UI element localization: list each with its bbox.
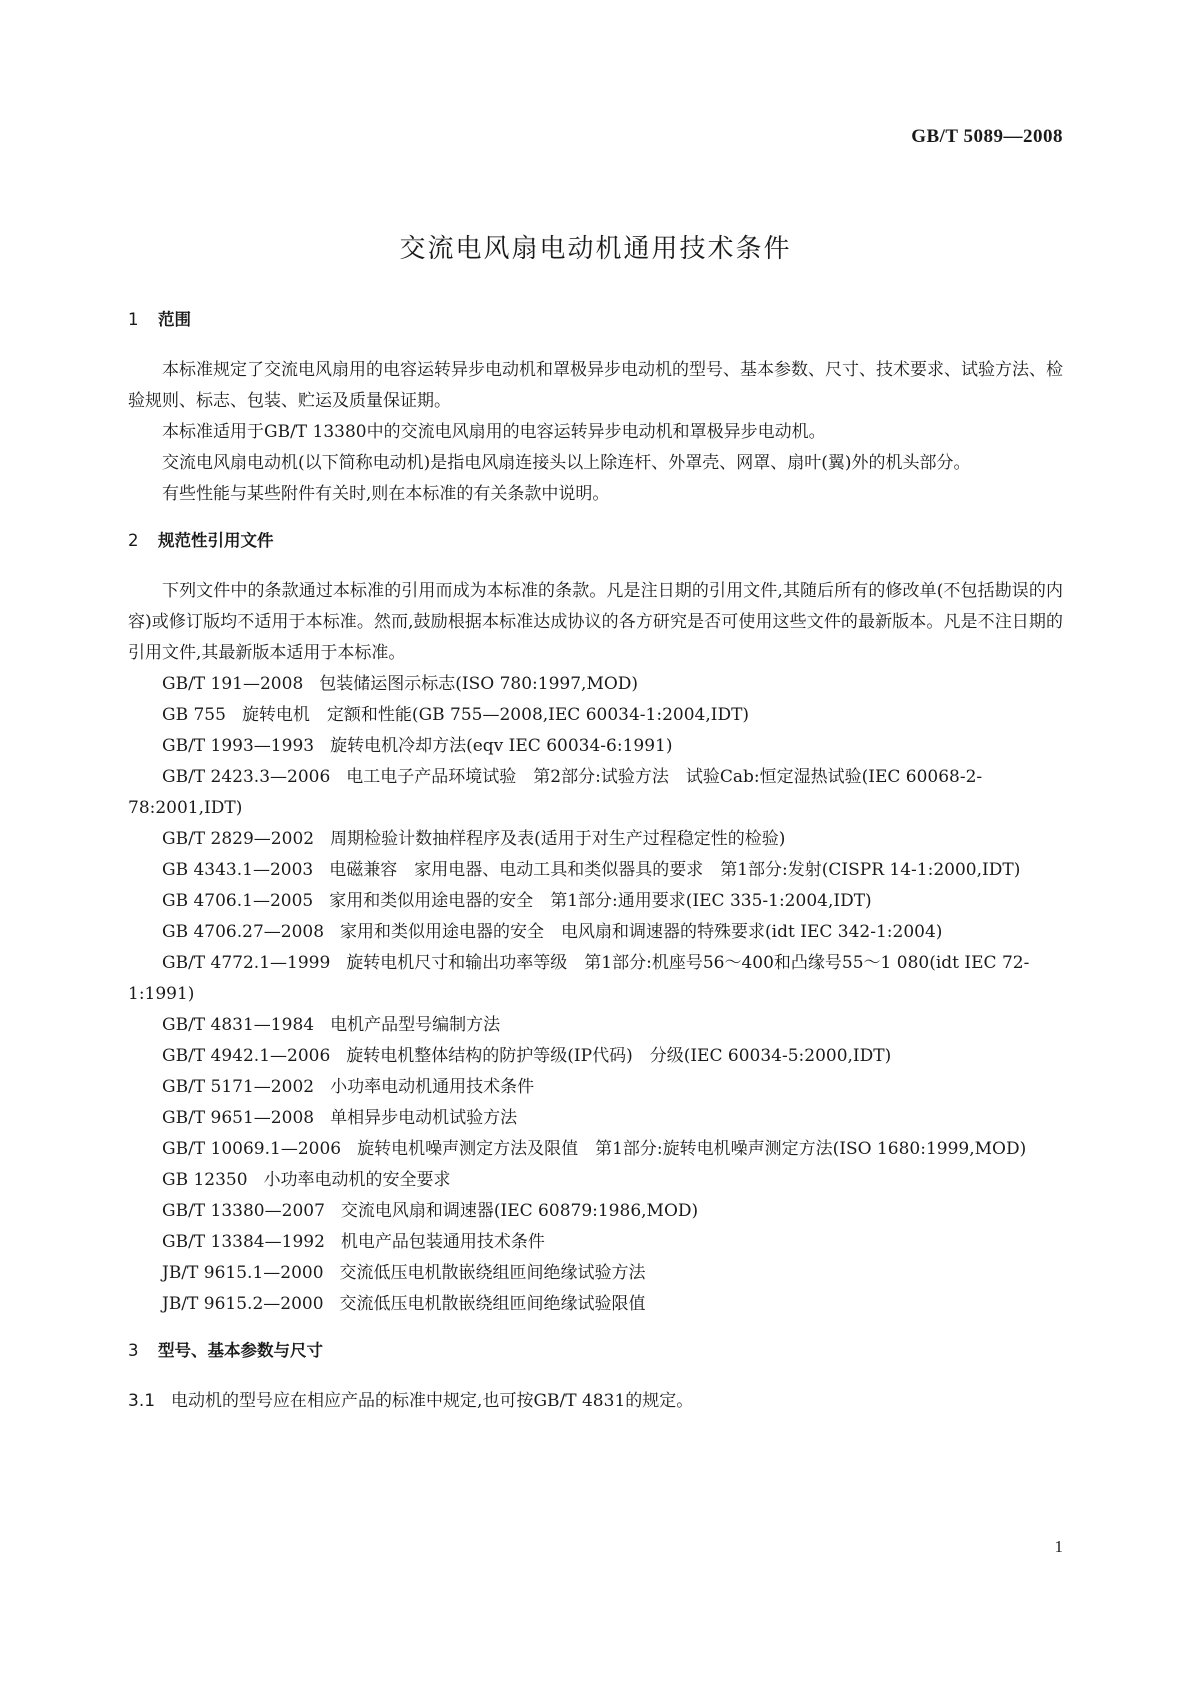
reference-title: 交流低压电机散嵌绕组匝间绝缘试验方法 xyxy=(339,1263,646,1283)
reference-item xyxy=(128,1196,1063,1227)
reference-code: GB 12350 xyxy=(162,1170,248,1190)
reference-item xyxy=(128,1072,1063,1103)
reference-code: GB/T 10069.1—2006 xyxy=(162,1139,342,1159)
reference-code: GB/T 4831—1984 xyxy=(162,1015,315,1035)
reference-title: 电机产品型号编制方法 xyxy=(330,1015,501,1035)
page-number: 1 xyxy=(1054,1537,1063,1556)
reference-code: GB/T 4772.1—1999 xyxy=(162,953,331,973)
reference-item xyxy=(128,1041,1063,1072)
reference-title: 旋转电机 定额和性能(GB 755—2008,IEC 60034-1:2004,IDT) xyxy=(241,705,750,725)
reference-code: GB 4706.1—2005 xyxy=(162,891,314,911)
reference-item xyxy=(128,669,1063,700)
section-title: 规范性引用文件 xyxy=(158,531,274,550)
reference-title: 电工电子产品环境试验 第2部分:试验方法 试验Cab:恒定湿热试验(IEC 60068-2-78:2001,IDT) xyxy=(128,767,983,818)
paragraph: 下列文件中的条款通过本标准的引用而成为本标准的条款。凡是注日期的引用文件,其随后所有的修改单(不包括勘误的内容)或修订版均不适用于本标准。然而,鼓励根据本标准达成协议的各方研究是否可使用这些文件的最新版本。凡是不注日期的引用文件,其最新版本适用于本标准。 xyxy=(128,581,1063,663)
section-title: 型号、基本参数与尺寸 xyxy=(158,1341,323,1360)
reference-title: 旋转电机尺寸和输出功率等级 第1部分:机座号56～400和凸缘号55～1 080(idt IEC 72-1:1991) xyxy=(128,953,1030,1004)
section-number: 2 xyxy=(128,531,139,550)
reference-title: 交流电风扇和调速器(IEC 60879:1986,MOD) xyxy=(340,1201,699,1221)
reference-item xyxy=(128,1227,1063,1258)
reference-item xyxy=(128,1010,1063,1041)
standard-code: GB/T 5089—2008 xyxy=(911,126,1063,147)
reference-code: GB/T 13384—1992 xyxy=(162,1232,325,1252)
reference-title: 旋转电机噪声测定方法及限值 第1部分:旋转电机噪声测定方法(ISO 1680:1999,MOD) xyxy=(357,1139,1027,1159)
reference-title: 小功率电动机通用技术条件 xyxy=(330,1077,535,1097)
reference-item xyxy=(128,731,1063,762)
reference-item xyxy=(128,1134,1063,1165)
reference-item xyxy=(128,700,1063,731)
clause-number: 3.1 xyxy=(128,1391,156,1411)
document-body xyxy=(128,307,1063,1417)
reference-item xyxy=(128,762,1063,824)
paragraph: 交流电风扇电动机(以下简称电动机)是指电风扇连接头以上除连杆、外罩壳、网罩、扇叶(翼)外的机头部分。 xyxy=(162,453,971,473)
reference-title: 机电产品包装通用技术条件 xyxy=(340,1232,545,1252)
clause xyxy=(128,1386,1063,1417)
paragraph: 本标准规定了交流电风扇用的电容运转异步电动机和罩极异步电动机的型号、基本参数、尺寸、技术要求、试验方法、检验规则、标志、包装、贮运及质量保证期。 xyxy=(128,360,1063,411)
reference-item xyxy=(128,948,1063,1010)
reference-title: 电磁兼容 家用电器、电动工具和类似器具的要求 第1部分:发射(CISPR 14-1:2000,IDT) xyxy=(329,860,1021,880)
reference-title: 包装储运图示标志(ISO 780:1997,MOD) xyxy=(319,674,639,694)
reference-code: GB/T 2423.3—2006 xyxy=(162,767,331,787)
reference-item xyxy=(128,1165,1063,1196)
reference-code: GB/T 9651—2008 xyxy=(162,1108,315,1128)
section-number: 3 xyxy=(128,1341,139,1360)
reference-code: GB/T 1993—1993 xyxy=(162,736,315,756)
reference-code: JB/T 9615.1—2000 xyxy=(162,1263,324,1283)
clause-text: 电动机的型号应在相应产品的标准中规定,也可按GB/T 4831的规定。 xyxy=(171,1391,694,1411)
reference-code: GB 4343.1—2003 xyxy=(162,860,314,880)
reference-item xyxy=(128,855,1063,886)
reference-item xyxy=(128,917,1063,948)
section-heading xyxy=(128,307,1063,333)
reference-code: JB/T 9615.2—2000 xyxy=(162,1294,324,1314)
reference-code: GB 4706.27—2008 xyxy=(162,922,325,942)
reference-code: GB 755 xyxy=(162,705,226,725)
reference-title: 家用和类似用途电器的安全 电风扇和调速器的特殊要求(idt IEC 342-1:2004) xyxy=(340,922,943,942)
document-title: 交流电风扇电动机通用技术条件 xyxy=(399,234,792,264)
section-title: 范围 xyxy=(158,310,191,329)
reference-item xyxy=(128,1103,1063,1134)
reference-title: 周期检验计数抽样程序及表(适用于对生产过程稳定性的检验) xyxy=(330,829,786,849)
reference-title: 旋转电机冷却方法(eqv IEC 60034-6:1991) xyxy=(330,736,673,756)
reference-code: GB/T 2829—2002 xyxy=(162,829,315,849)
section-number: 1 xyxy=(128,310,139,329)
reference-item xyxy=(128,1289,1063,1320)
reference-code: GB/T 191—2008 xyxy=(162,674,304,694)
reference-title: 小功率电动机的安全要求 xyxy=(263,1170,451,1190)
paragraph: 有些性能与某些附件有关时,则在本标准的有关条款中说明。 xyxy=(162,484,610,504)
reference-list xyxy=(128,669,1063,1320)
reference-title: 家用和类似用途电器的安全 第1部分:通用要求(IEC 335-1:2004,IDT) xyxy=(329,891,872,911)
reference-title: 交流低压电机散嵌绕组匝间绝缘试验限值 xyxy=(339,1294,646,1314)
section-heading xyxy=(128,1338,1063,1364)
paragraph: 本标准适用于GB/T 13380中的交流电风扇用的电容运转异步电动机和罩极异步电动机。 xyxy=(162,422,826,442)
reference-code: GB/T 4942.1—2006 xyxy=(162,1046,331,1066)
reference-item xyxy=(128,886,1063,917)
reference-title: 旋转电机整体结构的防护等级(IP代码) 分级(IEC 60034-5:2000,IDT) xyxy=(346,1046,892,1066)
reference-item xyxy=(128,824,1063,855)
reference-code: GB/T 13380—2007 xyxy=(162,1201,325,1221)
reference-code: GB/T 5171—2002 xyxy=(162,1077,315,1097)
reference-item xyxy=(128,1258,1063,1289)
reference-title: 单相异步电动机试验方法 xyxy=(330,1108,518,1128)
section-heading xyxy=(128,528,1063,554)
